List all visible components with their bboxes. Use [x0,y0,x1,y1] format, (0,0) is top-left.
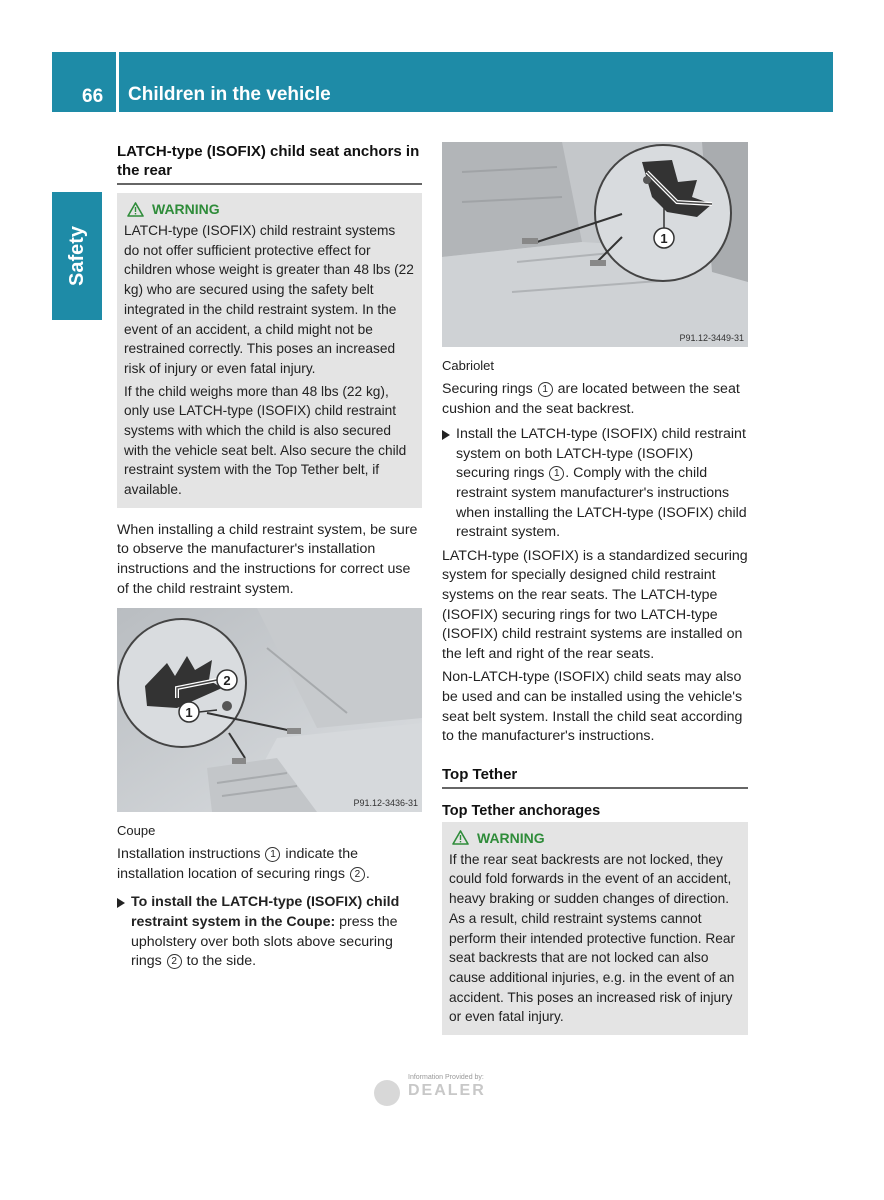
callout-ref-2: 2 [350,867,365,882]
callout-1: 1 [185,705,193,721]
page-header [52,52,833,112]
warning-text: If the rear seat backrests are not locked, they could fold forwards in the event of an accident, heavy braking or sudden changes of direction. As a result, child restraint systems cannot perform their intended protective function. Rear seat backrests that are not locked can also cause additional injuries, e.g. in the event of an accident. This poses an increased risk of injury or even fatal injury. [449,851,736,1025]
figure-caption: Coupe [117,823,156,839]
side-tab-label: Safety [66,225,88,287]
figure-code: P91.12-3436-31 [353,798,418,809]
callout-ref-2: 2 [167,954,182,969]
section-heading-top-tether: Top Tether [442,765,748,789]
left-column [117,142,422,972]
warning-box [442,822,748,1035]
page-title: Children in the vehicle [128,84,331,105]
warning-text: If the child weighs more than 48 lbs (22 kg), only use LATCH-type (ISOFIX) child restraint systems with which the child is also secured with the vehicle seat belt. Also secure the child restraint system with the Top Tether belt, if available. [124,383,407,498]
subheading-top-tether-anchorages: Top Tether anchorages [442,802,601,819]
callout-2: 2 [223,673,231,689]
callout-ref-1: 1 [265,847,280,862]
warning-title: WARNING [477,829,545,846]
cabriolet-seat-figure [442,142,748,347]
watermark-text: DEALER [408,1082,486,1099]
figure-caption: Cabriolet [442,358,495,373]
latch-description-paragraph: LATCH-type (ISOFIX) is a standardized securing system for specially designed child restraint systems on the rear seats. The LATCH-type (ISOFIX) securing rings for two LATCH-type (ISOFIX) child restraint systems are installed on the left and right of the rear seats. [442,547,748,662]
header-divider [116,52,119,112]
callout-ref-1: 1 [538,382,553,397]
cabriolet-seat-illustration [442,142,748,347]
securing-rings-paragraph: Securing rings 1 are located between the seat cushion and the seat backrest. [442,381,740,417]
figure-code: P91.12-3449-31 [679,333,744,343]
instruction-bullet: Install the LATCH-type (ISOFIX) child restraint system on both LATCH-type (ISOFIX) securing rings 1 . Comply with the child restraint system manufacturer's instructions when installing the LATCH-type (ISOFIX) child restraint system. [442,425,748,543]
instruction-bullet: To install the LATCH-type (ISOFIX) child restraint system in the Coupe: press the upholstery over both slots above securing rings 2 to the side. [117,893,422,971]
page-number: 66 [82,86,104,107]
watermark-caption: Information Provided by: [408,1074,484,1081]
warning-text: LATCH-type (ISOFIX) child restraint systems do not offer sufficient protective effect for children whose weight is greater than 48 lbs (22 kg) who are secured using the safety belt integrated in the child restraint system. In the event of an accident, a child might not be restrained correctly. This poses an increased risk of injury or even fatal injury. [124,223,414,376]
warning-triangle-icon [452,830,469,845]
coupe-seat-illustration [117,608,422,812]
intro-paragraph: When installing a child restraint system, be sure to observe the manufacturer's installation instructions and the instructions for correct use of the child restraint system. [117,521,418,597]
warning-title: WARNING [152,201,220,217]
watermark-logo-icon [374,1080,400,1106]
callout-ref-1: 1 [549,466,564,481]
callout-1: 1 [660,231,668,246]
non-latch-paragraph: Non-LATCH-type (ISOFIX) child seats may also be used and can be installed using the vehicle's seat belt system. Install the child seat according to the manufacturer's instructions. [442,669,743,745]
section-heading-latch: LATCH-type (ISOFIX) child seat anchors in the rear [117,142,422,185]
dealer-watermark [374,1074,504,1110]
coupe-seat-figure [117,608,422,812]
right-column [442,142,748,1035]
side-tab-safety [52,192,102,320]
warning-box [117,193,422,508]
installation-paragraph: Installation instructions 1 indicate the installation location of securing rings 2 . [117,846,370,882]
warning-triangle-icon [127,202,144,217]
